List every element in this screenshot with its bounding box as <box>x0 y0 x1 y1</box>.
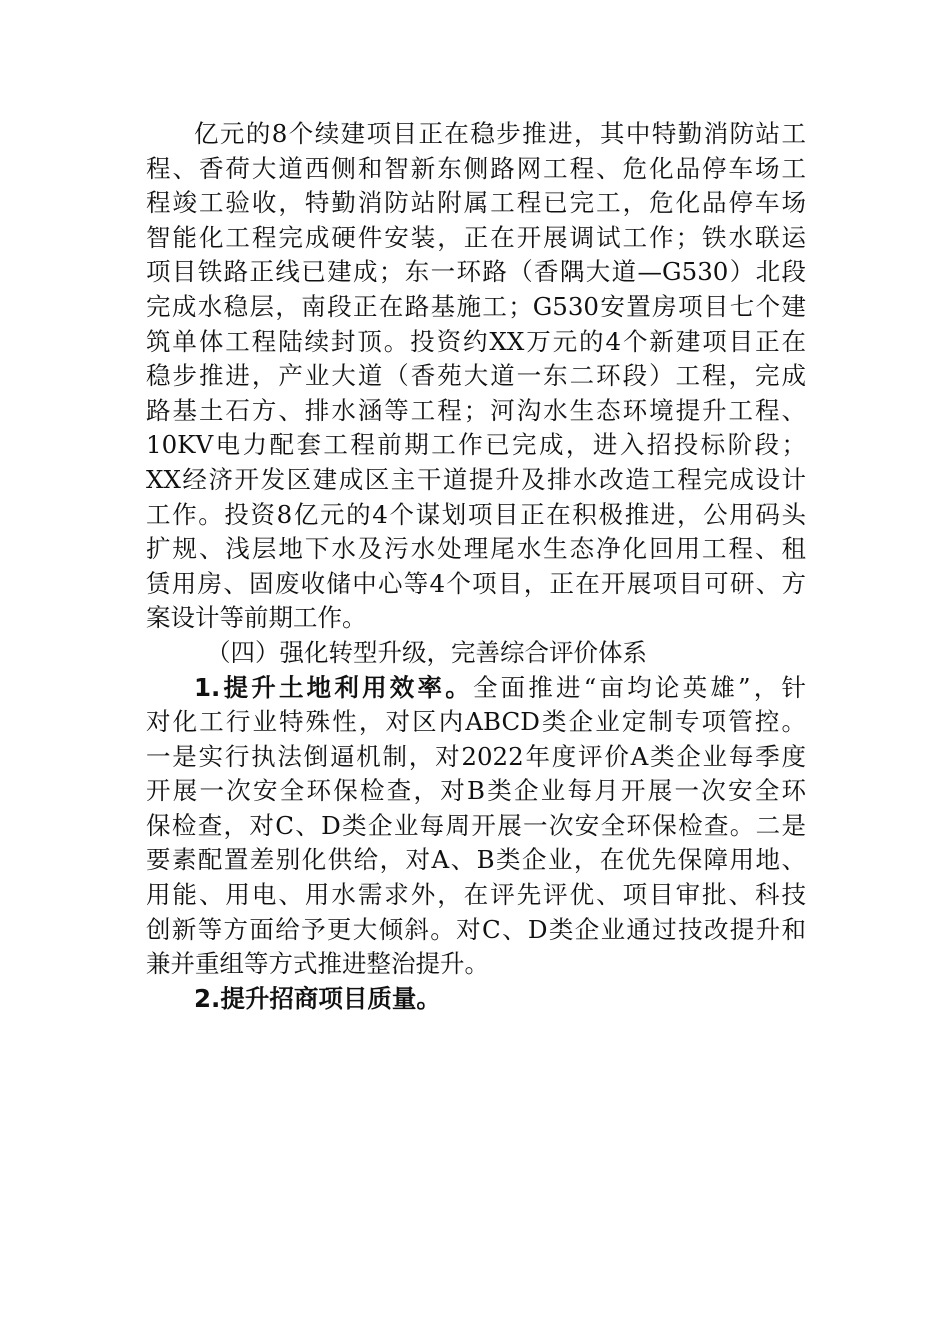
text-line: 完成水稳层，南段正在路基施工；G530安置房项目七个建 <box>146 291 806 321</box>
text-line: 赁用房、固废收储中心等4个项目，正在开展项目可研、方 <box>146 568 806 598</box>
text-line: 工作。投资8亿元的4个谋划项目正在积极推进，公用码头 <box>146 499 806 529</box>
text-line: XX经济开发区建成区主干道提升及排水改造工程完成设计 <box>146 464 806 494</box>
text-line: 稳步推进，产业大道（香苑大道一东二环段）工程，完成 <box>146 361 806 391</box>
paragraph-project-progress <box>146 117 806 636</box>
text-line: 案设计等前期工作。 <box>146 603 367 633</box>
text-line: 智能化工程完成硬件安装，正在开展调试工作；铁水联运 <box>146 222 806 252</box>
document-body <box>146 117 806 1016</box>
subheading-investment-quality: 2.提升招商项目质量。 <box>194 983 441 1013</box>
text-line: 项目铁路正线已建成；东一环路（香隅大道—G530）北段 <box>146 257 806 287</box>
text-line: 扩规、浅层地下水及污水处理尾水生态净化回用工程、租 <box>146 534 806 564</box>
text-line: 程、香荷大道西侧和智新东侧路网工程、危化品停车场工 <box>146 153 806 183</box>
text-line: 亿元的8个续建项目正在稳步推进，其中特勤消防站工 <box>194 119 806 148</box>
text-run: 全面推进“亩均论英雄”，针 <box>472 672 806 702</box>
text-line: 要素配置差别化供给，对A、B类企业，在优先保障用地、 <box>146 845 806 875</box>
text-line: 用能、用电、用水需求外，在评先评优、项目审批、科技 <box>146 880 806 910</box>
text-line: 程竣工验收，特勤消防站附属工程已完工，危化品停车场 <box>146 188 806 218</box>
text-line: 一是实行执法倒逼机制，对2022年度评价A类企业每季度 <box>146 741 806 771</box>
text-line: 10KV电力配套工程前期工作已完成，进入招投标阶段； <box>146 430 806 460</box>
text-line: 兼并重组等方式推进整治提升。 <box>146 949 489 979</box>
text-line <box>146 671 806 706</box>
text-line: 筑单体工程陆续封顶。投资约XX万元的4个新建项目正在 <box>146 326 806 356</box>
text-line: 路基土石方、排水涵等工程；河沟水生态环境提升工程、 <box>146 395 806 425</box>
text-line: 保检查，对C、D类企业每周开展一次安全环保检查。二是 <box>146 810 806 840</box>
text-line: 开展一次安全环保检查，对B类企业每月开展一次安全环 <box>146 776 806 806</box>
subheading-land-efficiency: 1.提升土地利用效率。 <box>194 672 473 702</box>
text-line: 创新等方面给予更大倾斜。对C、D类企业通过技改提升和 <box>146 914 806 944</box>
paragraph-land-efficiency <box>146 671 806 982</box>
text-line: 对化工行业特殊性，对区内ABCD类企业定制专项管控。 <box>146 707 806 737</box>
section-heading: （四）强化转型升级，完善综合评价体系 <box>206 637 647 667</box>
